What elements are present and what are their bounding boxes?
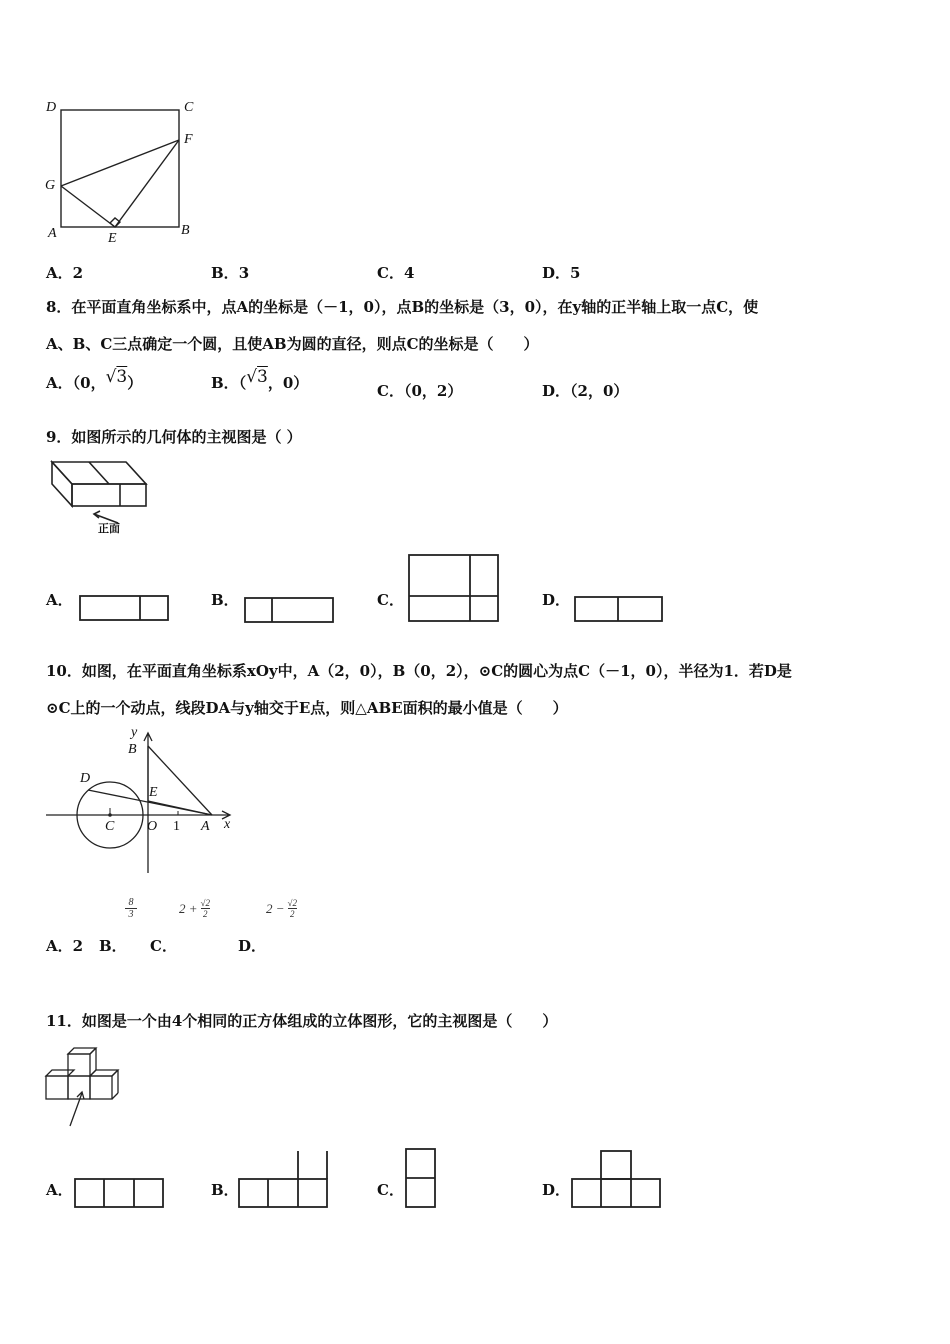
q10-option-b[interactable]: B． bbox=[99, 937, 127, 955]
point-label-A: A bbox=[201, 819, 210, 834]
q11-cubes-figure bbox=[44, 1046, 129, 1134]
q8-option-b[interactable]: B．（√3，0） bbox=[211, 367, 309, 392]
label-B: B bbox=[181, 223, 190, 238]
q10-stem-line1: 10．如图，在平面直角坐标系xOy中，A（2，0），B（0，2），⊙C的圆心为点C（－1，0），半径为1．若D是 bbox=[46, 662, 792, 680]
q9-option-c-figure[interactable] bbox=[408, 554, 502, 624]
axis-label-y: y bbox=[131, 725, 138, 740]
q9-option-c-label[interactable]: C． bbox=[377, 591, 404, 609]
q10-stem-line2: ⊙C上的一个动点，线段DA与y轴交于E点，则△ABE面积的最小值是（ ） bbox=[46, 699, 568, 717]
q11-option-a-label[interactable]: A． bbox=[46, 1181, 73, 1199]
point-label-O: O bbox=[147, 819, 158, 834]
q7-option-b[interactable]: B．3 bbox=[211, 264, 250, 282]
label-E: E bbox=[108, 231, 117, 246]
q9-option-d-figure[interactable] bbox=[574, 596, 666, 624]
q11-option-a-figure[interactable] bbox=[74, 1178, 166, 1210]
label-G: G bbox=[45, 178, 56, 193]
q9-stem: 9．如图所示的几何体的主视图是（ ） bbox=[46, 428, 302, 446]
point-label-C: C bbox=[105, 819, 115, 834]
q8-stem-line1: 8．在平面直角坐标系中，点A的坐标是（－1，0），点B的坐标是（3，0），在y轴的正半轴上取一点C，使 bbox=[46, 298, 759, 316]
q11-option-d-figure[interactable] bbox=[571, 1150, 665, 1210]
q10-option-d[interactable]: D． bbox=[238, 937, 267, 955]
q10-option-b-fraction: 8 3 bbox=[125, 897, 137, 920]
q11-option-c-figure[interactable] bbox=[405, 1148, 439, 1210]
q8-option-a[interactable]: A．（0，√3） bbox=[46, 367, 143, 392]
q7-option-a[interactable]: A．2 bbox=[46, 264, 84, 282]
q10-option-c[interactable]: C． bbox=[150, 937, 177, 955]
q9-option-d-label[interactable]: D． bbox=[542, 591, 571, 609]
front-label: 正面 bbox=[98, 522, 120, 535]
q10-coordinate-figure bbox=[44, 728, 239, 878]
q10-option-a[interactable]: A．2 bbox=[46, 937, 84, 955]
q10-option-d-expression: 2 − $\frac{√2}{2}$ bbox=[266, 898, 297, 919]
q9-option-a-label[interactable]: A． bbox=[46, 591, 73, 609]
q8-option-c[interactable]: C．（0，2） bbox=[377, 382, 463, 400]
q11-stem: 11．如图是一个由4个相同的正方体组成的立体图形，它的主视图是（ ） bbox=[46, 1012, 558, 1030]
tick-label-1: 1 bbox=[173, 819, 180, 834]
q9-option-b-figure[interactable] bbox=[244, 597, 336, 625]
label-A: A bbox=[48, 226, 57, 241]
q11-option-d-label[interactable]: D． bbox=[542, 1181, 571, 1199]
label-D: D bbox=[46, 100, 57, 115]
axis-label-x: x bbox=[224, 817, 231, 832]
q9-option-b-label[interactable]: B． bbox=[211, 591, 239, 609]
q8-stem-line2: A、B、C三点确定一个圆，且使AB为圆的直径，则点C的坐标是（ ） bbox=[46, 335, 539, 353]
label-F: F bbox=[184, 132, 193, 147]
q11-option-b-figure[interactable] bbox=[238, 1150, 332, 1210]
q11-option-b-label[interactable]: B． bbox=[211, 1181, 239, 1199]
q9-option-a-figure[interactable] bbox=[79, 595, 171, 623]
q7-option-c[interactable]: C．4 bbox=[377, 264, 415, 282]
q11-option-c-label[interactable]: C． bbox=[377, 1181, 404, 1199]
q8-option-d[interactable]: D．（2，0） bbox=[542, 382, 629, 400]
q10-option-c-expression: 2 + $\frac{√2}{2}$ bbox=[179, 898, 210, 919]
q7-option-d[interactable]: D．5 bbox=[542, 264, 581, 282]
point-label-E: E bbox=[149, 785, 158, 800]
label-C: C bbox=[184, 100, 194, 115]
point-label-B: B bbox=[128, 742, 137, 757]
point-label-D: D bbox=[80, 771, 91, 786]
